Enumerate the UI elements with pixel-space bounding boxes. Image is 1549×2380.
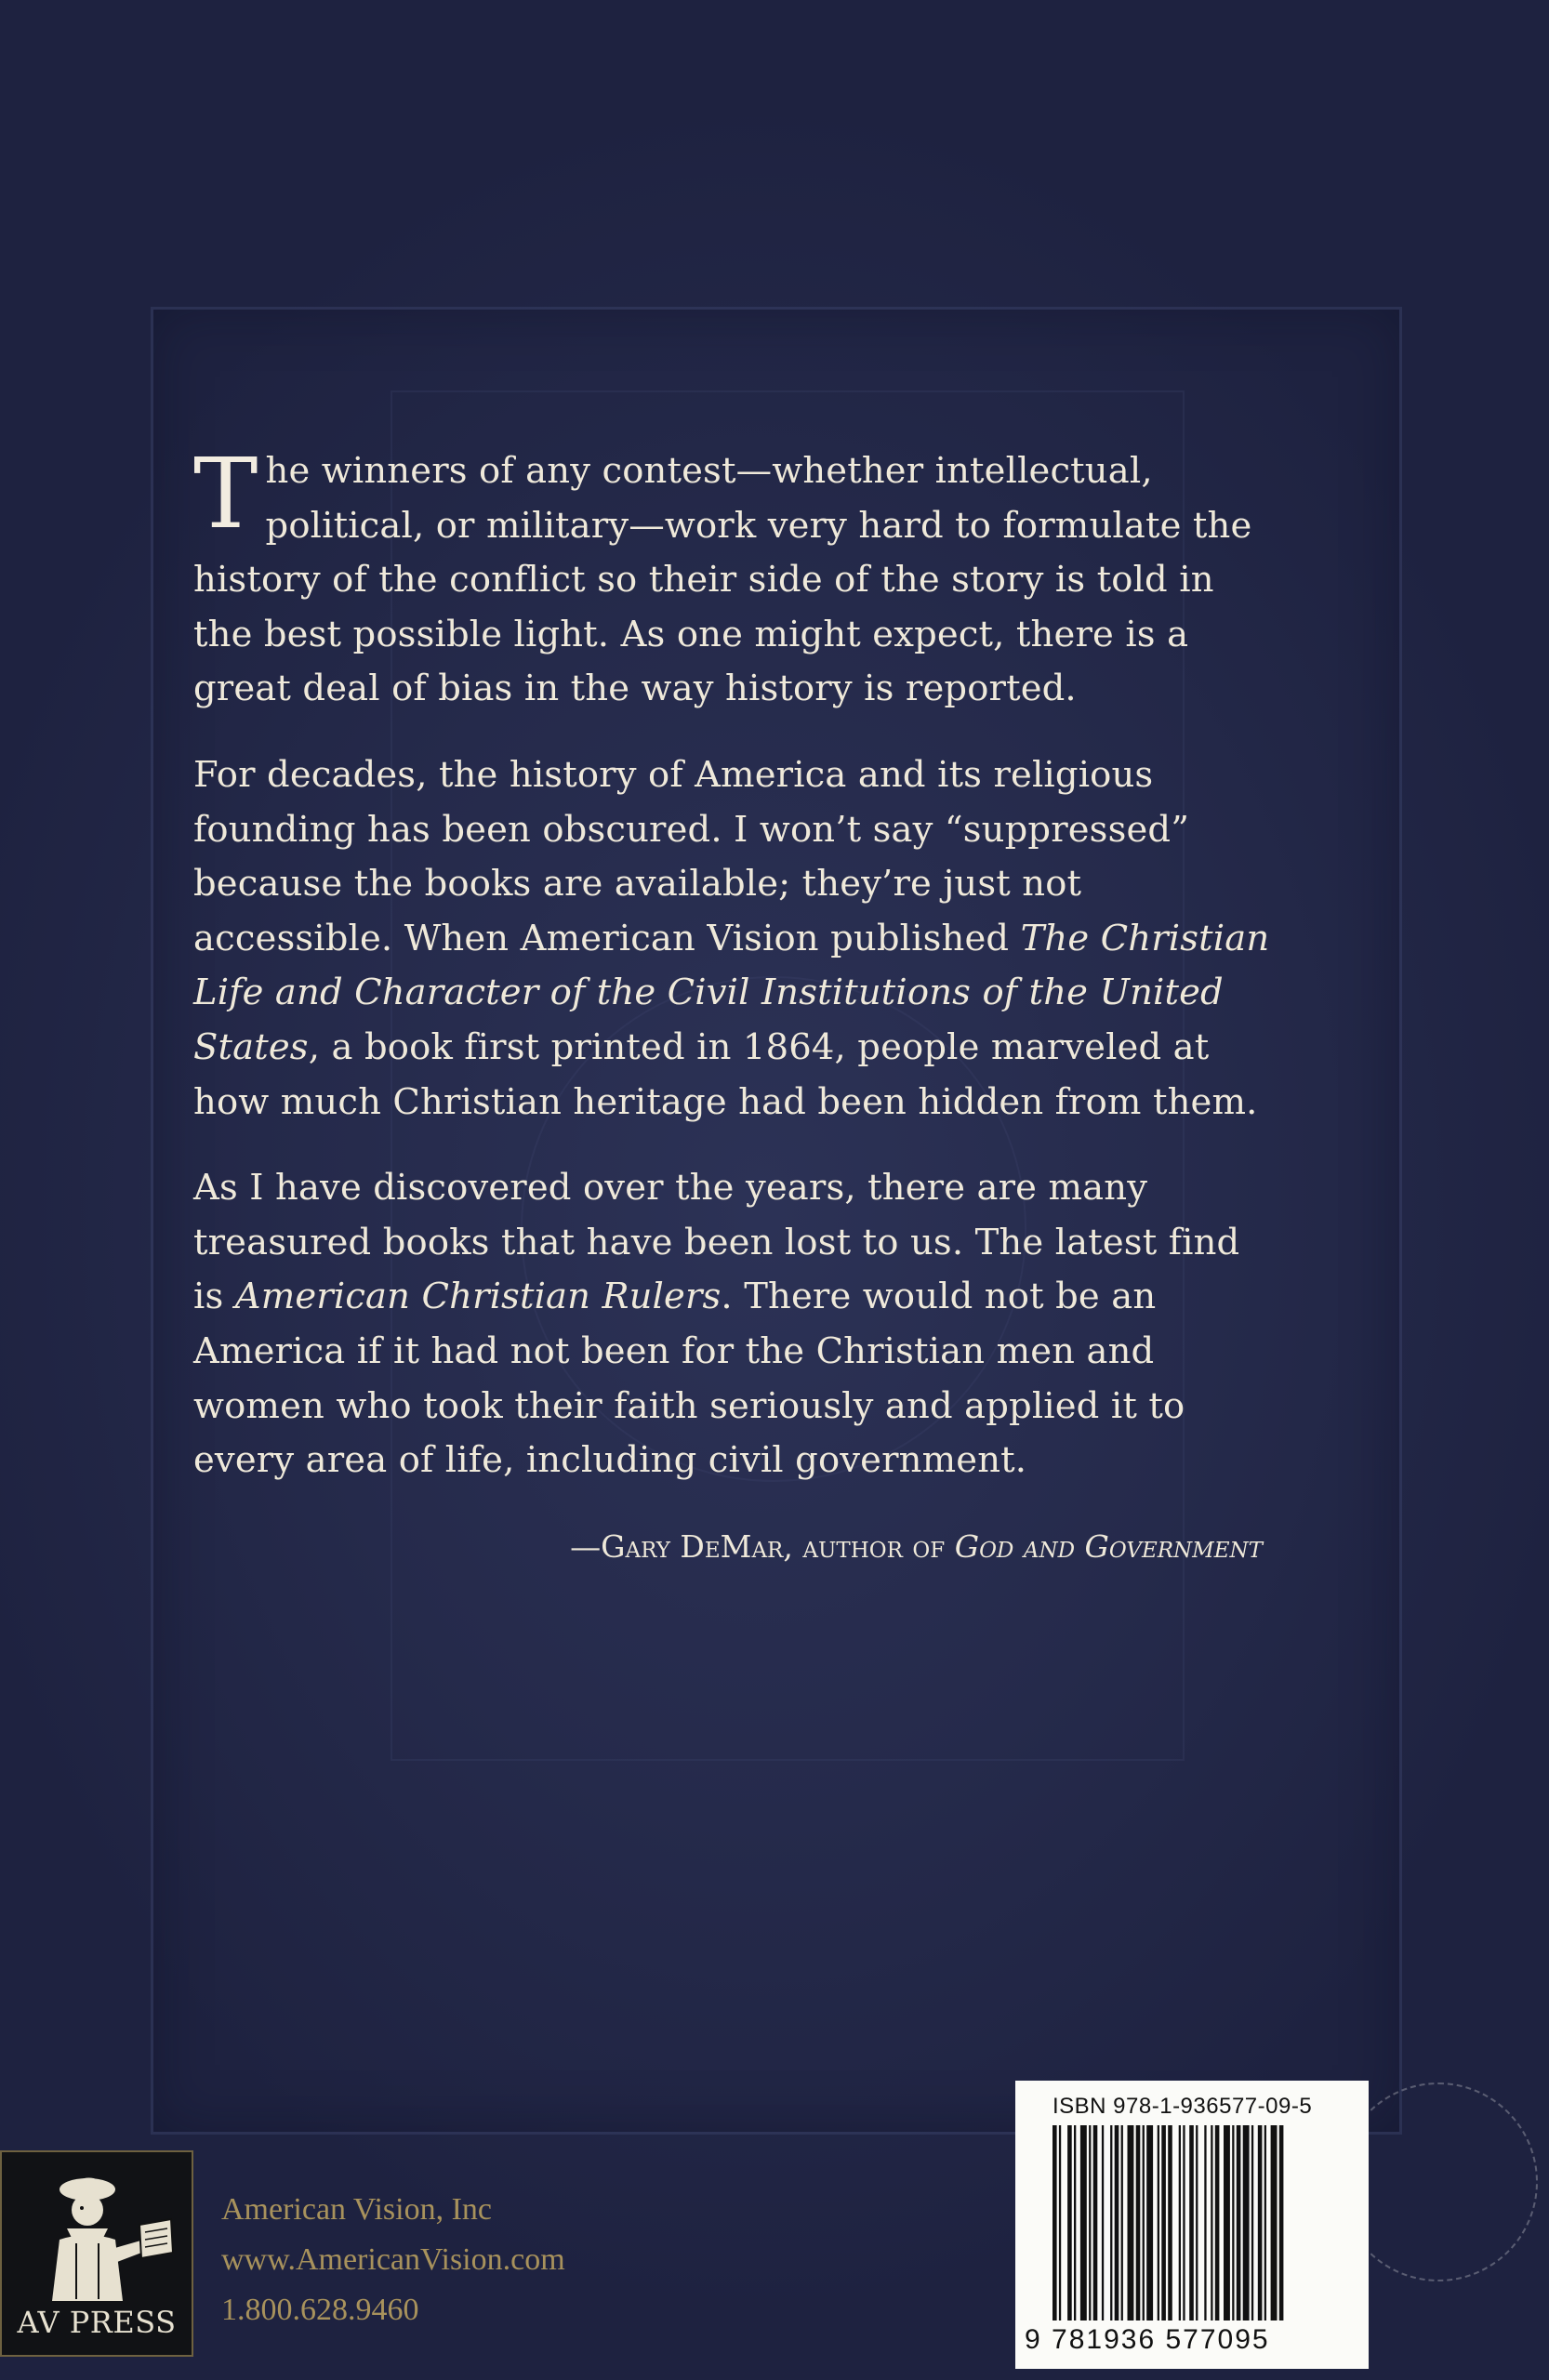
store-stamp — [1339, 2082, 1538, 2281]
blurb-paragraph-1 — [193, 437, 1272, 717]
blurb-attribution — [193, 1528, 1263, 1565]
attribution-book-title: God and Government — [954, 1528, 1263, 1565]
publisher-website: www.AmericanVision.com — [221, 2242, 565, 2277]
publisher-phone: 1.800.628.9460 — [221, 2293, 419, 2327]
drop-cap: T — [193, 437, 258, 550]
blurb-paragraph-3 — [193, 1161, 1272, 1488]
blurb-paragraph-2-text-a: For decades, the history of America and its religious founding has been obscured. I won’t say “suppressed” because the books are available; they’re just not accessible. When American Vision published — [193, 753, 1190, 959]
barcode-digits: 9 781936 577095 — [1025, 2324, 1270, 2355]
book-title-american-christian-rulers: American Christian Rulers — [234, 1276, 722, 1318]
publisher-name: American Vision, Inc — [221, 2192, 492, 2227]
book-title-christian-life: The Christian Life and Character of the Civil Institutions of the United States — [193, 917, 1270, 1068]
cover-blurb — [193, 437, 1272, 1520]
isbn-label: ISBN 978-1-936577-09-5 — [1053, 2094, 1313, 2119]
blurb-paragraph-1-text: he winners of any contest—whether intellectual, political, or military—work very hard to formulate the history of the conflict so their side of the story is told in the best possible light. As one might expect, there is a great deal of bias in the way history is reported. — [193, 450, 1252, 710]
blurb-paragraph-3-text-a: As I have discovered over the years, there are many treasured books that have been lost to us. The latest find is — [193, 1167, 1240, 1318]
publisher-info — [221, 2185, 565, 2335]
attribution-author: —Gary DeMar, author of — [570, 1528, 955, 1565]
isbn-barcode — [1015, 2081, 1369, 2369]
barcode-icon — [1053, 2125, 1352, 2320]
blurb-paragraph-3-text-b: . There would not be an America if it had not been for the Christian men and women who took their faith seriously and applied it to every area of life, including civil government. — [193, 1276, 1185, 1482]
logo-label: AV PRESS — [17, 2305, 177, 2340]
av-press-logo — [0, 2150, 193, 2357]
blurb-paragraph-2-text-b: , a book first printed in 1864, people marveled at how much Christian heritage had been hidden from them. — [193, 1025, 1258, 1123]
blurb-paragraph-2 — [193, 748, 1272, 1130]
colonial-printer-icon — [20, 2163, 177, 2303]
